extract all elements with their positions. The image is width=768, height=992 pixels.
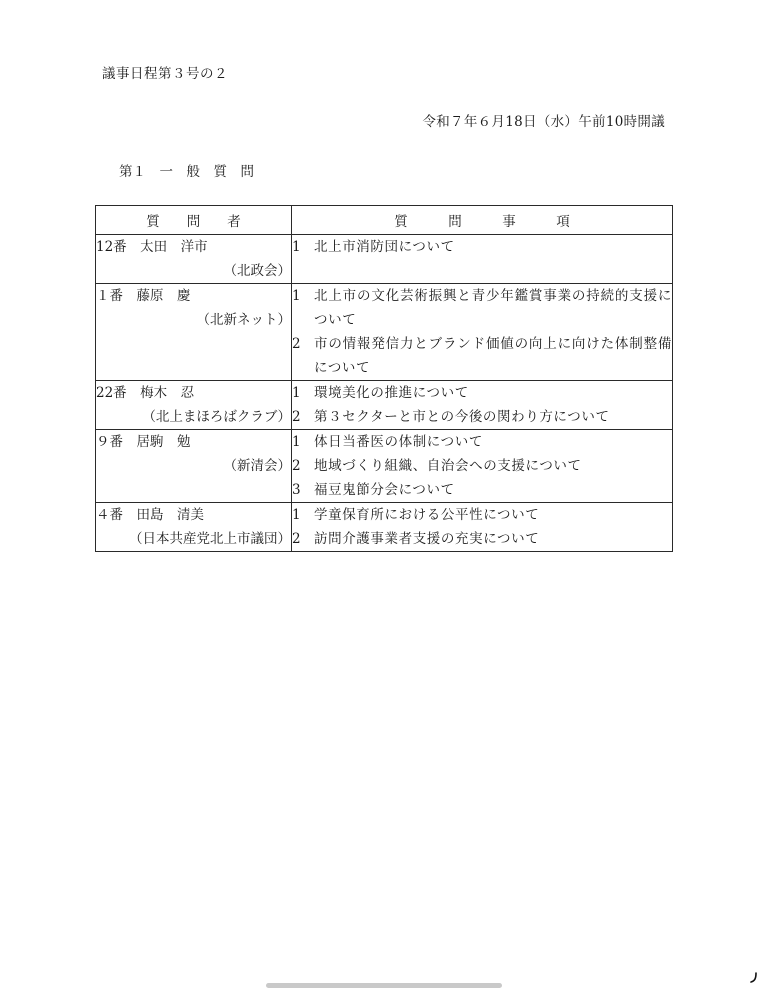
questioner-name: ４番 田島 清美 [96, 507, 204, 523]
questioner-group: （北新ネット） [196, 312, 291, 328]
questioner-name: 12番 太田 洋市 [96, 239, 208, 255]
questioner-name: ９番 居駒 勉 [96, 434, 191, 450]
item-number: 2 [292, 409, 301, 425]
corner-mark-icon [750, 972, 758, 984]
item-text: 福豆鬼節分会について [314, 482, 455, 498]
item-number: 2 [292, 336, 301, 352]
table-row [96, 381, 673, 430]
item-text: 学童保育所における公平性について [314, 507, 540, 523]
table-row [96, 503, 673, 552]
agenda-table [95, 205, 673, 552]
questioner-cell [96, 235, 292, 284]
questioner-group: （北政会） [223, 263, 291, 279]
item-number: 1 [292, 434, 301, 450]
item-number: 3 [292, 482, 301, 498]
question-item [292, 332, 672, 380]
item-number: 2 [292, 458, 301, 474]
question-items-cell [292, 381, 673, 430]
item-text: 北上市の文化芸術振興と青少年鑑賞事業の持続的支援について [314, 288, 672, 328]
session-date: 令和７年６月18日（水）午前10時開議 [422, 114, 665, 130]
questioner-cell [96, 284, 292, 381]
questioner-group: （日本共産党北上市議団） [129, 531, 291, 547]
question-items-cell [292, 235, 673, 284]
questioner-cell [96, 430, 292, 503]
question-items-cell [292, 284, 673, 381]
item-number: 1 [292, 239, 301, 255]
item-number: 1 [292, 507, 301, 523]
item-text: 第３セクターと市との今後の関わり方について [314, 409, 610, 425]
question-item [292, 478, 672, 502]
item-number: 2 [292, 531, 301, 547]
question-item [292, 381, 672, 405]
question-item [292, 527, 672, 551]
item-text: 環境美化の推進について [314, 385, 469, 401]
item-text: 地域づくり組織、自治会への支援について [314, 458, 582, 474]
questioner-name: １番 藤原 慶 [96, 288, 191, 304]
question-items-cell [292, 430, 673, 503]
question-items-cell [292, 503, 673, 552]
item-text: 体日当番医の体制について [314, 434, 483, 450]
section-heading: 第１ 一 般 質 問 [119, 164, 254, 180]
header-items: 質 問 事 項 [292, 206, 673, 235]
header-questioner: 質 問 者 [96, 206, 292, 235]
document-id: 議事日程第３号の２ [102, 66, 228, 82]
question-item [292, 454, 672, 478]
item-text: 訪問介護事業者支援の充実について [314, 531, 540, 547]
questioner-group: （北上まほろばクラブ） [142, 409, 291, 425]
questioner-name: 22番 梅木 忍 [96, 385, 195, 401]
item-number: 1 [292, 288, 301, 304]
table-row [96, 284, 673, 381]
table-row [96, 430, 673, 503]
item-number: 1 [292, 385, 301, 401]
questioner-cell [96, 381, 292, 430]
item-text: 市の情報発信力とブランド価値の向上に向けた体制整備について [314, 336, 672, 376]
question-item [292, 503, 672, 527]
question-item [292, 284, 672, 332]
agenda-body [96, 235, 673, 552]
home-indicator[interactable] [266, 983, 502, 988]
question-item [292, 405, 672, 429]
question-item [292, 235, 672, 259]
questioner-cell [96, 503, 292, 552]
table-header-row [96, 206, 673, 235]
question-item [292, 430, 672, 454]
item-text: 北上市消防団について [314, 239, 455, 255]
table-row [96, 235, 673, 284]
questioner-group: （新清会） [223, 458, 291, 474]
